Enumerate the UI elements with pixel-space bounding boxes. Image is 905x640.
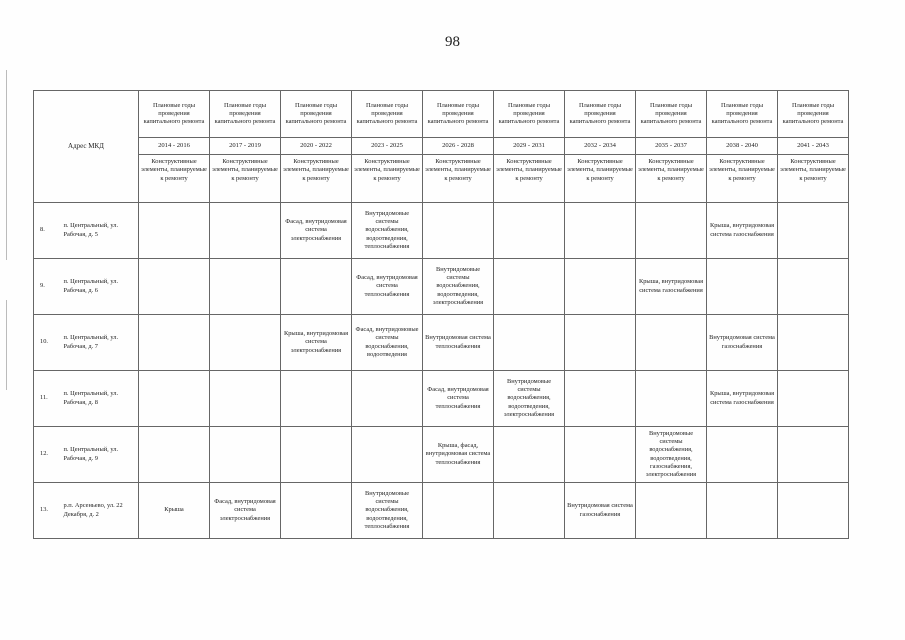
table-row <box>34 371 849 427</box>
period-years: 2023 - 2025 <box>352 138 423 155</box>
repair-elements-cell <box>139 203 210 259</box>
period-header-label: Плановые годы проведения капитального ремонта <box>707 91 778 138</box>
period-years: 2041 - 2043 <box>778 138 849 155</box>
row-address: п. Центральный, ул. Рабочая, д. 8 <box>62 371 139 427</box>
repair-elements-cell <box>636 203 707 259</box>
elements-header-label: Конструктивные элементы, планируемые к ремонту <box>778 155 849 203</box>
period-years: 2017 - 2019 <box>210 138 281 155</box>
elements-header-label: Конструктивные элементы, планируемые к ремонту <box>707 155 778 203</box>
period-years: 2032 - 2034 <box>565 138 636 155</box>
repair-elements-cell <box>636 371 707 427</box>
elements-header-label: Конструктивные элементы, планируемые к ремонту <box>636 155 707 203</box>
repair-elements-cell <box>778 483 849 539</box>
table-row <box>34 315 849 371</box>
row-number: 9. <box>34 259 62 315</box>
repair-elements-cell <box>707 427 778 483</box>
row-number: 12. <box>34 427 62 483</box>
repair-elements-cell: Крыша, внутридомовая система электроснабжения <box>281 315 352 371</box>
repair-elements-cell <box>139 427 210 483</box>
repair-elements-cell: Внутридомовые системы водоснабжения, водоотведения, электроснабжения <box>494 371 565 427</box>
repair-elements-cell: Внутридомовые системы водоснабжения, водоотведения, газоснабжения, электроснабжения <box>636 427 707 483</box>
repair-elements-cell <box>494 203 565 259</box>
period-header-label: Плановые годы проведения капитального ремонта <box>423 91 494 138</box>
period-years: 2014 - 2016 <box>139 138 210 155</box>
header-row-years <box>34 138 849 155</box>
row-number: 10. <box>34 315 62 371</box>
row-address: п. Центральный, ул. Рабочая, д. 5 <box>62 203 139 259</box>
repair-elements-cell <box>210 259 281 315</box>
repair-elements-cell <box>565 259 636 315</box>
period-years: 2020 - 2022 <box>281 138 352 155</box>
row-address: п. Центральный, ул. Рабочая, д. 6 <box>62 259 139 315</box>
scan-edge-mark <box>6 300 7 390</box>
repair-elements-cell <box>139 315 210 371</box>
repair-elements-cell <box>565 203 636 259</box>
table-body <box>34 91 849 539</box>
repair-elements-cell: Внутридомовые системы водоснабжения, водоотведения, теплоснабжения <box>352 483 423 539</box>
repair-elements-cell: Внутридомовая система теплоснабжения <box>423 315 494 371</box>
period-years: 2026 - 2028 <box>423 138 494 155</box>
period-years: 2035 - 2037 <box>636 138 707 155</box>
repair-elements-cell <box>352 371 423 427</box>
repair-elements-cell <box>139 371 210 427</box>
row-number: 8. <box>34 203 62 259</box>
period-header-label: Плановые годы проведения капитального ремонта <box>352 91 423 138</box>
repair-elements-cell: Крыша, фасад, внутридомовая система теплоснабжения <box>423 427 494 483</box>
elements-header-label: Конструктивные элементы, планируемые к ремонту <box>139 155 210 203</box>
repair-elements-cell <box>210 427 281 483</box>
table-row <box>34 483 849 539</box>
repair-elements-cell <box>707 483 778 539</box>
repair-elements-cell: Фасад, внутридомовая система электроснабжения <box>281 203 352 259</box>
period-header-label: Плановые годы проведения капитального ремонта <box>139 91 210 138</box>
repair-elements-cell <box>281 259 352 315</box>
page-number: 98 <box>445 34 460 50</box>
repair-elements-cell <box>210 315 281 371</box>
row-address: п. Центральный, ул. Рабочая, д. 9 <box>62 427 139 483</box>
repair-elements-cell <box>494 259 565 315</box>
table-row <box>34 259 849 315</box>
repair-elements-cell <box>423 203 494 259</box>
repair-elements-cell <box>778 203 849 259</box>
elements-header-label: Конструктивные элементы, планируемые к ремонту <box>281 155 352 203</box>
elements-header-label: Конструктивные элементы, планируемые к ремонту <box>352 155 423 203</box>
repair-elements-cell <box>281 483 352 539</box>
repair-elements-cell <box>778 259 849 315</box>
period-header-label: Плановые годы проведения капитального ремонта <box>494 91 565 138</box>
table-row <box>34 427 849 483</box>
address-header-label: Адрес МКД <box>68 141 104 150</box>
repair-elements-cell <box>565 427 636 483</box>
repair-elements-cell <box>423 483 494 539</box>
repair-elements-cell <box>139 259 210 315</box>
header-row-elements-label <box>34 155 849 203</box>
repair-elements-cell <box>352 427 423 483</box>
period-years: 2029 - 2031 <box>494 138 565 155</box>
repair-elements-cell <box>565 315 636 371</box>
elements-header-label: Конструктивные элементы, планируемые к ремонту <box>210 155 281 203</box>
row-address: п. Центральный, ул. Рабочая, д. 7 <box>62 315 139 371</box>
repair-elements-cell: Крыша, внутридомовая система газоснабжения <box>636 259 707 315</box>
repair-elements-cell: Фасад, внутридомовые системы водоснабжения, водоотведения <box>352 315 423 371</box>
repair-elements-cell: Внутридомовые системы водоснабжения, водоотведения, электроснабжения <box>423 259 494 315</box>
repair-elements-cell <box>494 483 565 539</box>
repair-elements-cell <box>565 371 636 427</box>
repair-elements-cell: Фасад, внутридомовая система электроснабжения <box>210 483 281 539</box>
repair-elements-cell <box>778 427 849 483</box>
repair-elements-cell <box>494 315 565 371</box>
repair-elements-cell: Фасад, внутридомовая система теплоснабжения <box>423 371 494 427</box>
row-number: 13. <box>34 483 62 539</box>
repair-elements-cell <box>778 315 849 371</box>
period-header-label: Плановые годы проведения капитального ремонта <box>636 91 707 138</box>
period-years: 2038 - 2040 <box>707 138 778 155</box>
repair-elements-cell <box>707 259 778 315</box>
repair-elements-cell: Крыша <box>139 483 210 539</box>
repair-elements-cell: Крыша, внутридомовая система газоснабжения <box>707 371 778 427</box>
period-header-label: Плановые годы проведения капитального ремонта <box>281 91 352 138</box>
address-header <box>34 91 139 203</box>
elements-header-label: Конструктивные элементы, планируемые к ремонту <box>423 155 494 203</box>
repair-elements-cell: Внутридомовая система газоснабжения <box>707 315 778 371</box>
repair-elements-cell <box>281 427 352 483</box>
period-header-label: Плановые годы проведения капитального ремонта <box>778 91 849 138</box>
row-number: 11. <box>34 371 62 427</box>
repair-elements-cell <box>778 371 849 427</box>
period-header-label: Плановые годы проведения капитального ремонта <box>565 91 636 138</box>
repair-elements-cell <box>636 315 707 371</box>
repair-elements-cell <box>636 483 707 539</box>
repair-elements-cell <box>210 203 281 259</box>
period-header-label: Плановые годы проведения капитального ремонта <box>210 91 281 138</box>
repair-elements-cell <box>281 371 352 427</box>
elements-header-label: Конструктивные элементы, планируемые к ремонту <box>565 155 636 203</box>
row-address: р.п. Арсеньево, ул. 22 Декабря, д. 2 <box>62 483 139 539</box>
repair-elements-cell: Крыша, внутридомовая система газоснабжения <box>707 203 778 259</box>
repair-elements-cell: Внутридомовая система газоснабжения <box>565 483 636 539</box>
scan-edge-mark <box>6 70 7 260</box>
header-row-period-label <box>34 91 849 138</box>
repair-elements-cell: Внутридомовые системы водоснабжения, водоотведения, теплоснабжения <box>352 203 423 259</box>
repair-elements-cell <box>210 371 281 427</box>
repair-elements-cell <box>494 427 565 483</box>
capital-repair-table <box>33 90 849 539</box>
repair-elements-cell: Фасад, внутридомовая система теплоснабжения <box>352 259 423 315</box>
table-row <box>34 203 849 259</box>
elements-header-label: Конструктивные элементы, планируемые к ремонту <box>494 155 565 203</box>
